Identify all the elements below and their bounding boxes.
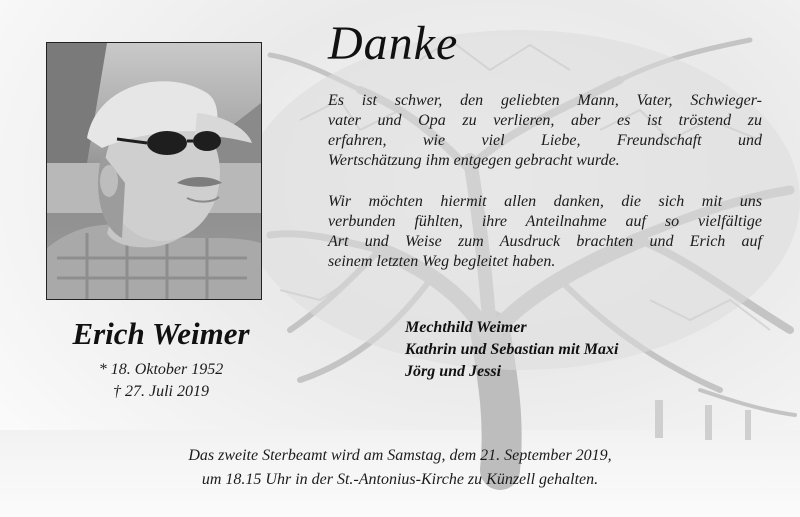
thanks-paragraph <box>328 91 762 171</box>
text-line: Es ist schwer, den geliebten Mann, Vater, Schwieger- <box>328 92 762 109</box>
text-line: Art und Weise zum Ausdruck brachten und Erich auf <box>328 233 762 250</box>
family-member: Jörg und Jessi <box>405 363 502 380</box>
gratitude-paragraph <box>328 192 762 272</box>
death-date: † 27. Juli 2019 <box>113 383 209 400</box>
deceased-name: Erich Weimer <box>72 316 250 351</box>
page-title: Danke <box>328 17 459 70</box>
text-line: verbunden fühlten, ihre Anteilnahme auf so vielfältige <box>328 213 762 230</box>
text-line: erfahren, wie viel Liebe, Freundschaft und <box>328 132 762 149</box>
text-line: Wertschätzung ihm entgegen gebracht wurde. <box>328 152 620 169</box>
memorial-service-notice <box>0 444 800 492</box>
footer-line: um 18.15 Uhr in der St.-Antonius-Kirche zu Künzell gehalten. <box>201 471 599 488</box>
text-line: vater und Opa zu verlieren, aber es ist tröstend zu <box>328 112 762 129</box>
family-member: Mechthild Weimer <box>405 319 527 336</box>
text-line: seinem letzten Weg begleitet haben. <box>328 253 556 270</box>
family-member: Kathrin und Sebastian mit Maxi <box>405 341 619 358</box>
birth-date: * 18. Oktober 1952 <box>98 361 224 378</box>
text-line: Wir möchten hiermit allen danken, die sich mit uns <box>328 193 762 210</box>
family-signatures <box>405 317 618 383</box>
footer-line: Das zweite Sterbeamt wird am Samstag, dem 21. September 2019, <box>188 447 612 464</box>
life-dates <box>46 359 276 403</box>
portrait-photo <box>46 42 262 300</box>
